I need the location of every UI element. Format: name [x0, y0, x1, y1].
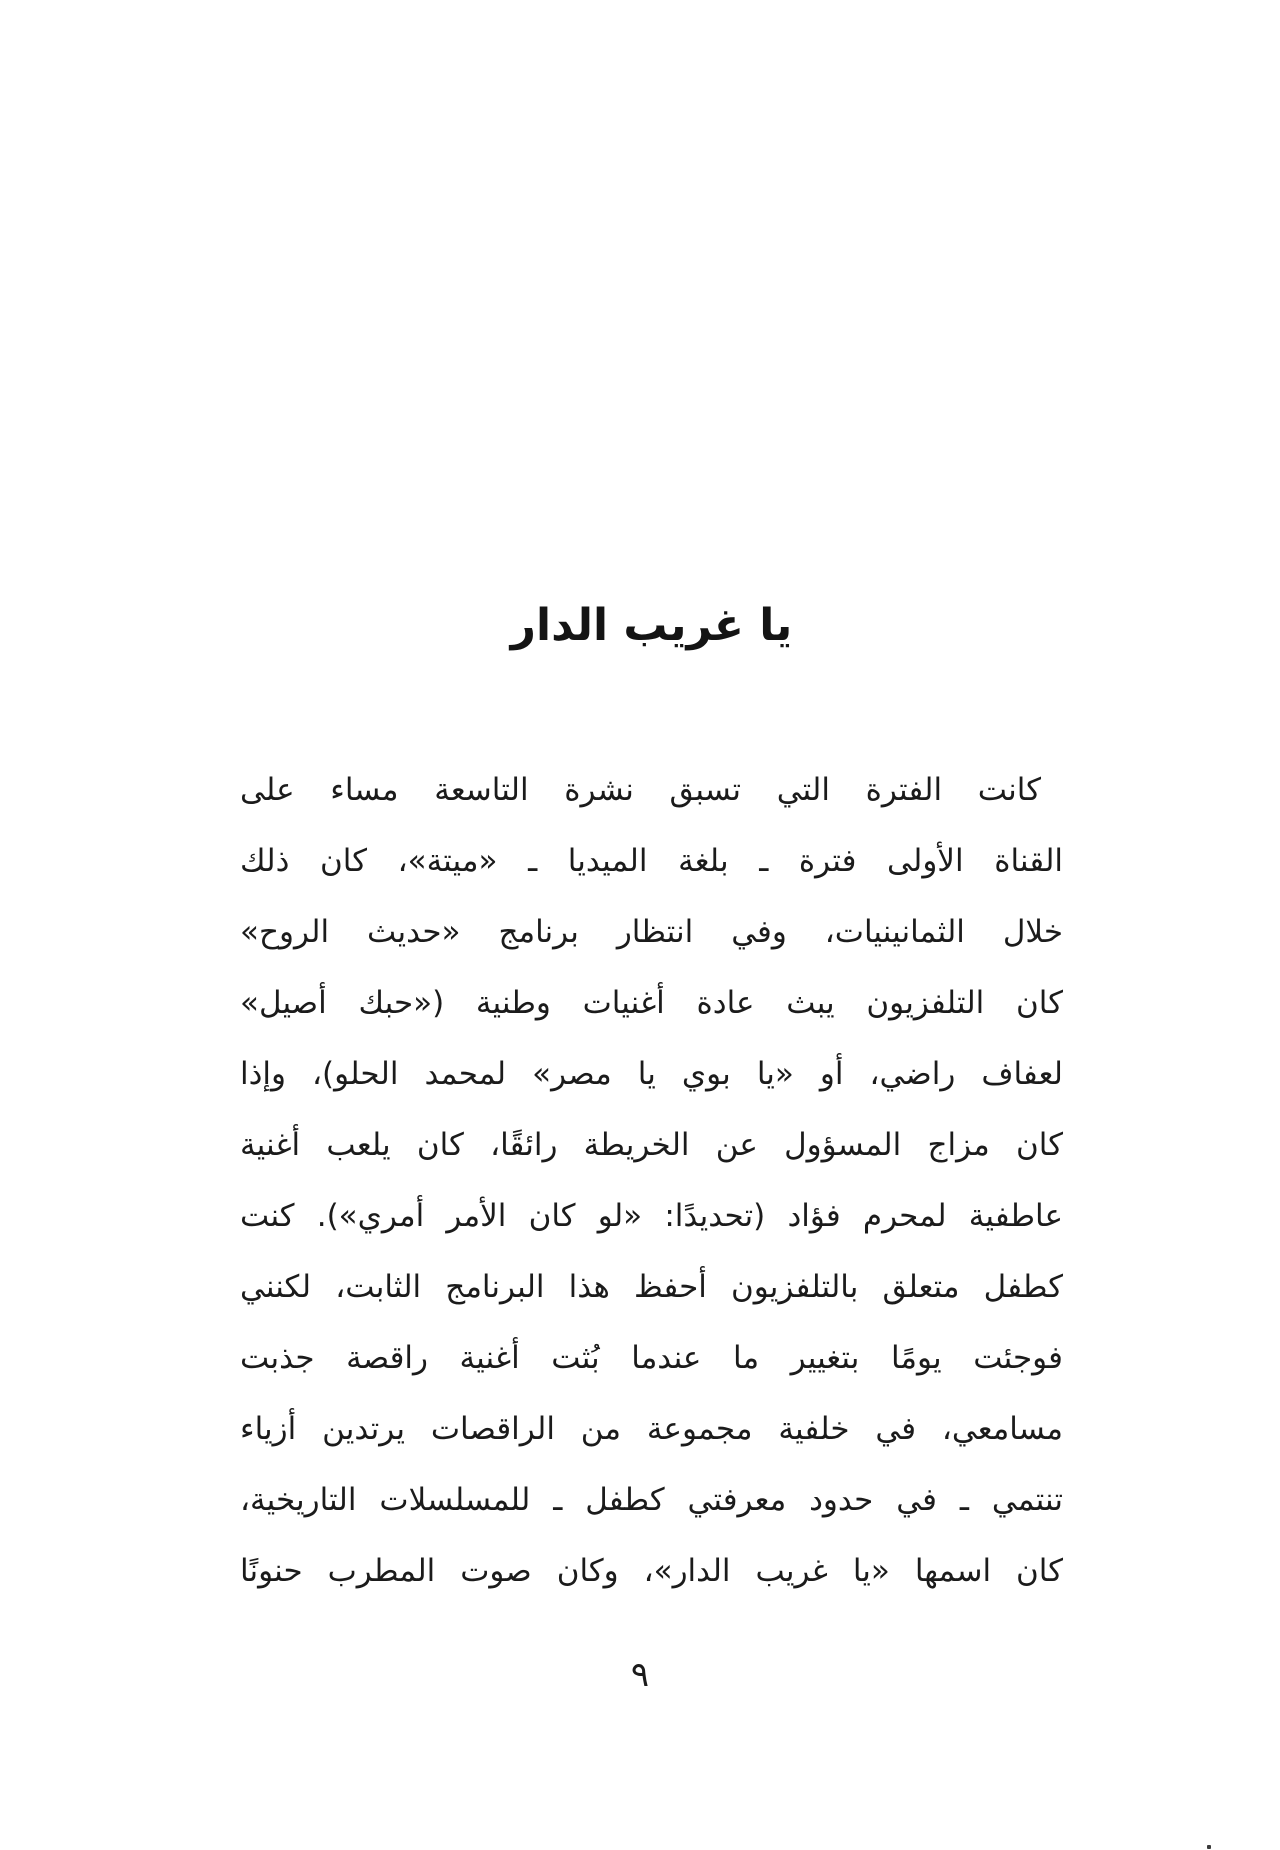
scan-artifact-dot [1207, 1845, 1211, 1849]
paragraph-line: مسامعي، في خلفية مجموعة من الراقصات يرتدين أزياء [240, 1411, 1063, 1447]
paragraph-line: كطفل متعلق بالتلفزيون أحفظ هذا البرنامج الثابت، لكنني [240, 1269, 1063, 1305]
page-number: ٩ [630, 1655, 650, 1695]
paragraph-line: القناة الأولى فترة ـ بلغة الميديا ـ «ميتة»، كان ذلك [240, 843, 1063, 879]
paragraph-line: كانت الفترة التي تسبق نشرة التاسعة مساء على [240, 772, 1041, 808]
chapter-body-paragraph [240, 755, 1063, 1607]
paragraph-line: كان اسمها «يا غريب الدار»، وكان صوت المطرب حنونًا [240, 1553, 1063, 1589]
paragraph-line: كان التلفزيون يبث عادة أغنيات وطنية («حبك أصيل» [240, 985, 1063, 1021]
paragraph-line: خلال الثمانينيات، وفي انتظار برنامج «حديث الروح» [240, 914, 1063, 950]
paragraph-line: لعفاف راضي، أو «يا بوي يا مصر» لمحمد الحلو)، وإذا [240, 1056, 1063, 1092]
paragraph-line: فوجئت يومًا بتغيير ما عندما بُثت أغنية راقصة جذبت [240, 1340, 1063, 1376]
chapter-title: يا غريب الدار [510, 600, 793, 651]
paragraph-line: كان مزاج المسؤول عن الخريطة رائقًا، كان يلعب أغنية [240, 1127, 1063, 1163]
paragraph-line: تنتمي ـ في حدود معرفتي كطفل ـ للمسلسلات التاريخية، [240, 1482, 1063, 1518]
paragraph-line: عاطفية لمحرم فؤاد (تحديدًا: «لو كان الأمر أمري»). كنت [240, 1198, 1063, 1234]
